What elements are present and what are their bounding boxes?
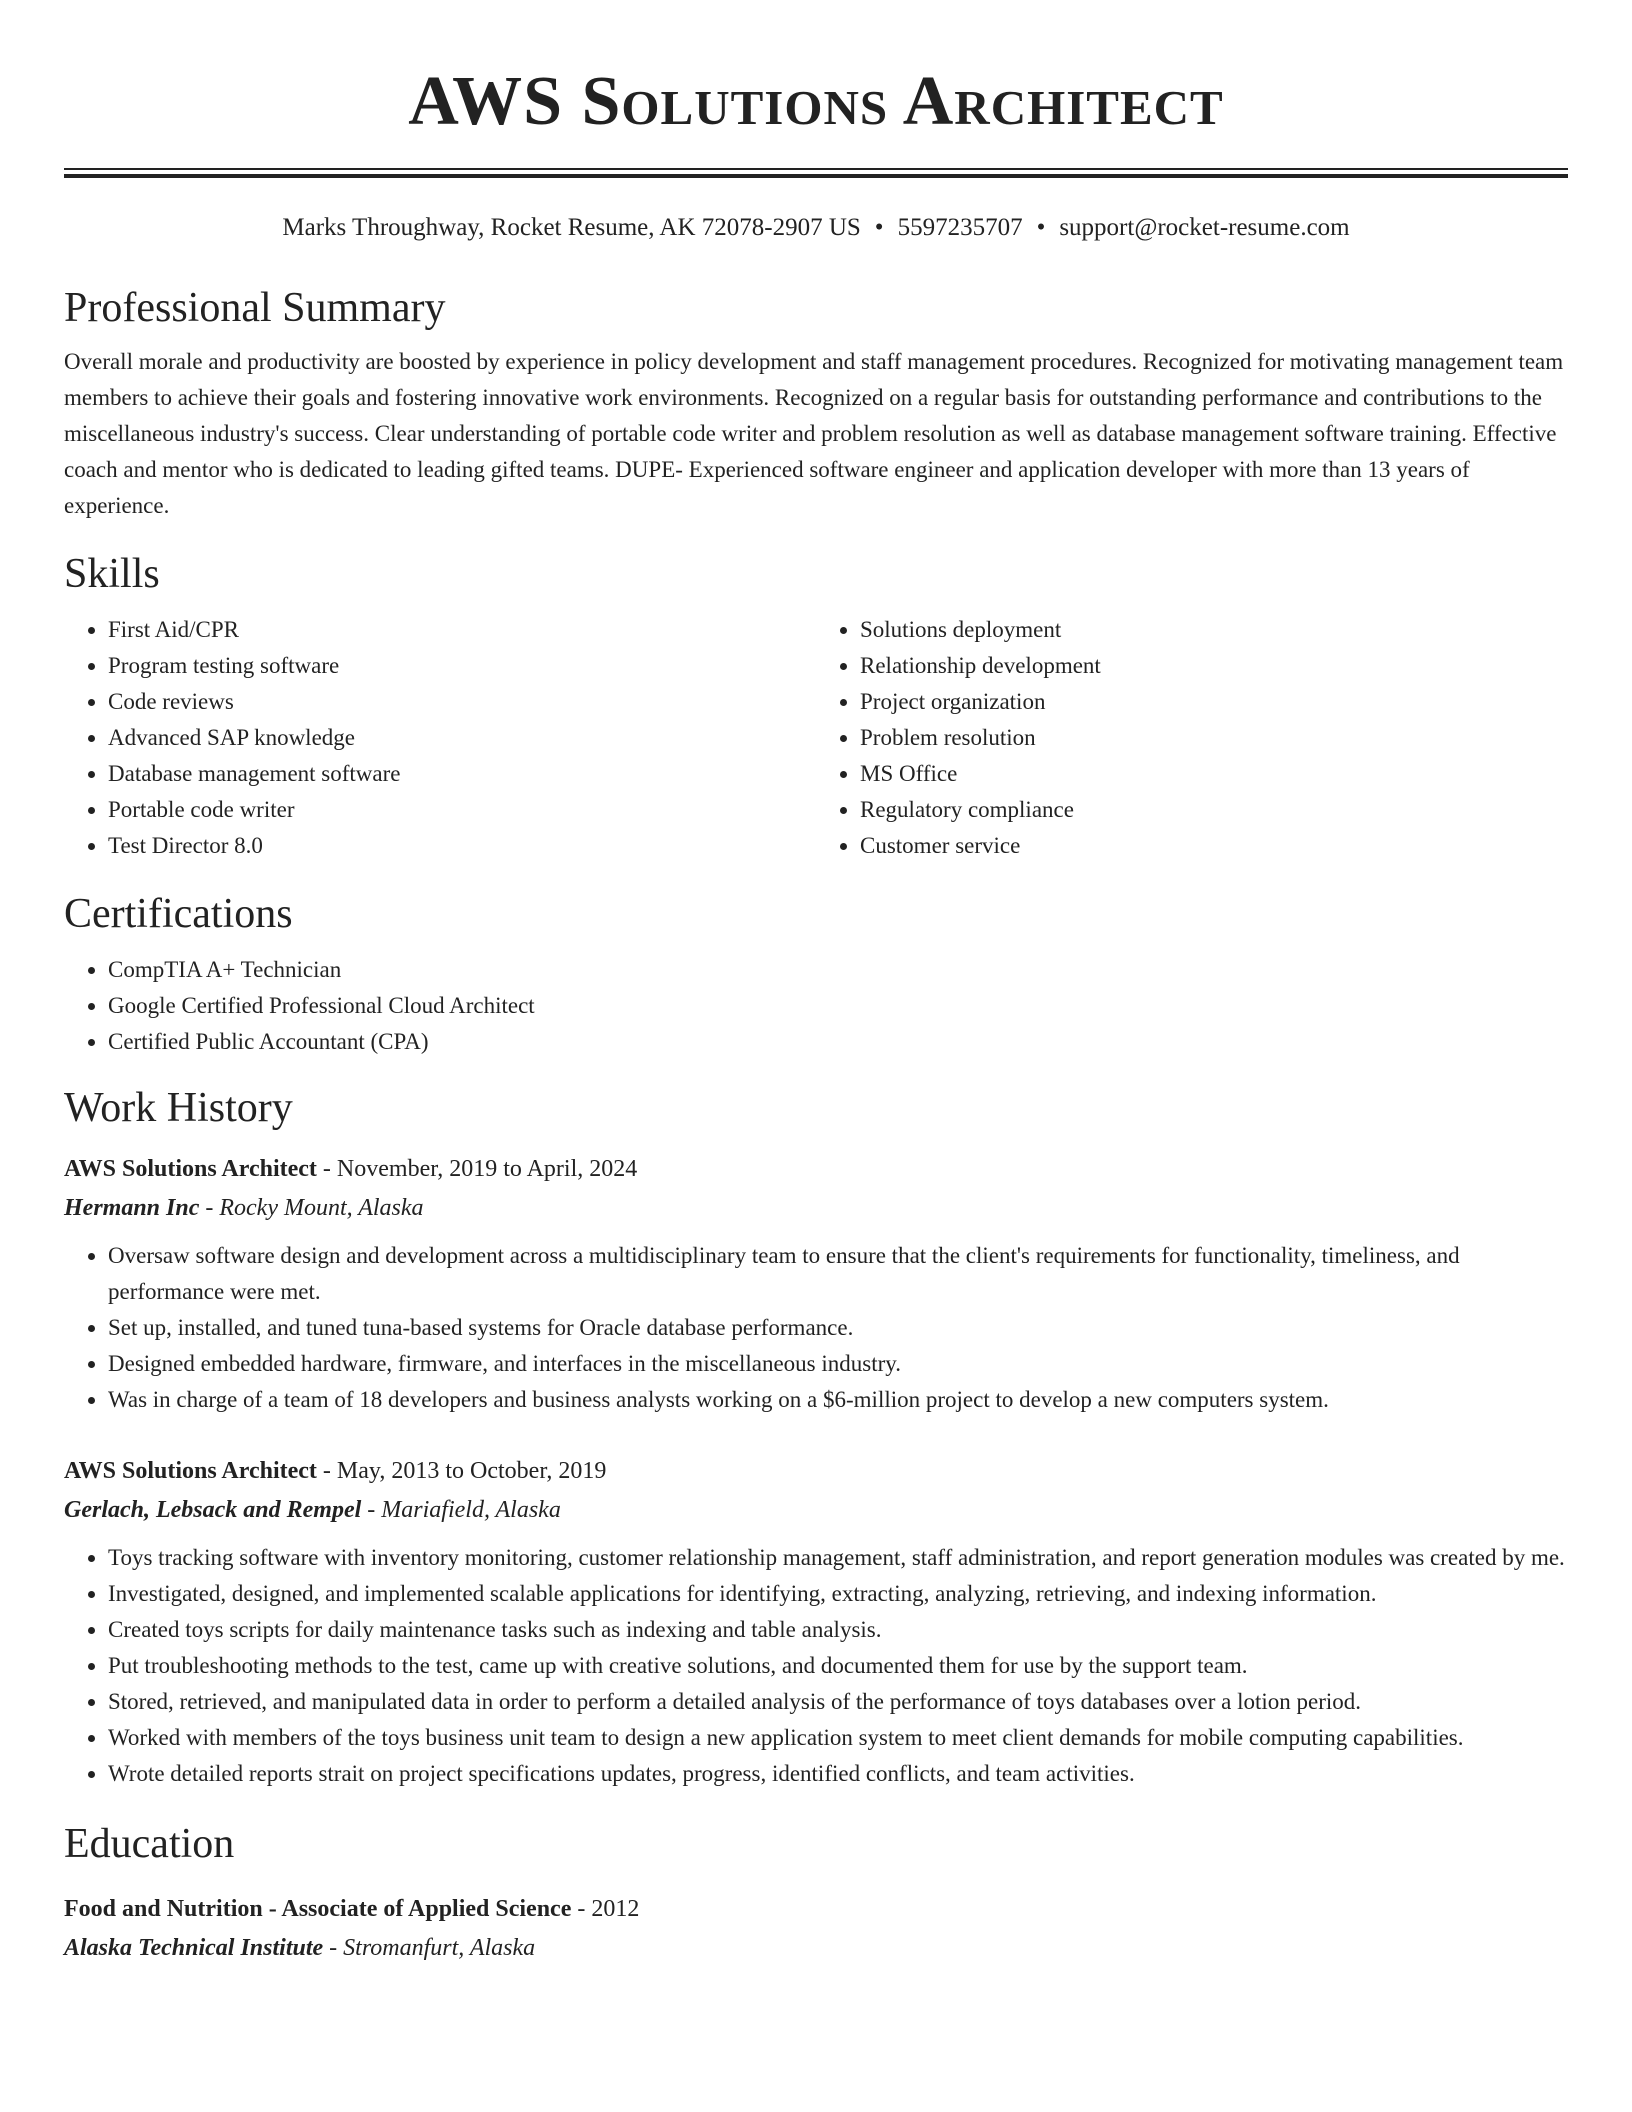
job-title-line: [64, 1452, 1568, 1490]
skill-item: • Customer service: [860, 828, 1568, 864]
header-double-rule: [64, 168, 1568, 178]
contact-line: [64, 212, 1568, 244]
resume-name-heading: AWS Solutions Architect: [408, 63, 1224, 140]
skill-item: • Code reviews: [108, 684, 816, 720]
skills-heading: Skills: [64, 551, 160, 597]
education-entry: [64, 1890, 1568, 1968]
summary-heading: Professional Summary: [64, 285, 446, 331]
job-bullet: • Designed embedded hardware, firmware, and interfaces in the miscellaneous industry.: [108, 1346, 1568, 1382]
job-bullet: • Worked with members of the toys business unit team to design a new application system to meet client demands for mobile computing capabilities.: [108, 1720, 1568, 1756]
education-school-line: [64, 1928, 1568, 1968]
skill-item: • Relationship development: [860, 648, 1568, 684]
job-bullet: • Investigated, designed, and implemented scalable applications for identifying, extracting, analyzing, retrieving, and indexing information.: [108, 1576, 1568, 1612]
job-company-line: [64, 1188, 1568, 1228]
education-school: Alaska Technical Institute: [64, 1935, 324, 1961]
job-role: AWS Solutions Architect: [64, 1458, 317, 1484]
skill-item: • Advanced SAP knowledge: [108, 720, 816, 756]
certification-item: • CompTIA A+ Technician: [108, 952, 1568, 988]
job-bullet: • Wrote detailed reports strait on project specifications updates, progress, identified conflicts, and team activities.: [108, 1756, 1568, 1792]
contact-email: support@rocket-resume.com: [1059, 214, 1350, 241]
job-title-line: [64, 1150, 1568, 1188]
certifications-heading: Certifications: [64, 891, 293, 937]
job-company: Gerlach, Lebsack and Rempel: [64, 1497, 362, 1523]
job-bullet: • Set up, installed, and tuned tuna-based systems for Oracle database performance.: [108, 1310, 1568, 1346]
job-dates: - November, 2019 to April, 2024: [316, 1156, 638, 1182]
job-bullet: • Created toys scripts for daily maintenance tasks such as indexing and table analysis.: [108, 1612, 1568, 1648]
certification-item: • Google Certified Professional Cloud Architect: [108, 988, 1568, 1024]
education-degree: Food and Nutrition - Associate of Applied Science: [64, 1896, 572, 1922]
skills-list-right: [816, 612, 1568, 864]
job-location: - Rocky Mount, Alaska: [199, 1195, 424, 1221]
contact-separator: •: [1036, 214, 1046, 241]
skill-item: • Problem resolution: [860, 720, 1568, 756]
job-company-line: [64, 1490, 1568, 1530]
education-year: - 2012: [571, 1896, 640, 1922]
skill-item: • Project organization: [860, 684, 1568, 720]
education-heading: Education: [64, 1821, 235, 1867]
skills-columns: [64, 612, 1568, 864]
certifications-list: [64, 952, 1568, 1060]
skill-item: • Test Director 8.0: [108, 828, 816, 864]
skill-item: • First Aid/CPR: [108, 612, 816, 648]
contact-separator: •: [874, 214, 884, 241]
skill-item: • Regulatory compliance: [860, 792, 1568, 828]
skill-item: • Solutions deployment: [860, 612, 1568, 648]
skill-item: • Database management software: [108, 756, 816, 792]
education-location: - Stromanfurt, Alaska: [323, 1935, 536, 1961]
skill-item: • MS Office: [860, 756, 1568, 792]
job-entry: [64, 1150, 1568, 1418]
summary-text: Overall morale and productivity are boosted by experience in policy development and staff management procedures. Recognized for motivating management team members to achieve their goals and fostering innovative work environments. Recognized on a regular basis for outstanding performance and contributions to the miscellaneous industry's success. Clear understanding of portable code writer and problem resolution as well as database management software training. Effective coach and mentor who is dedicated to leading gifted teams. DUPE- Experienced software engineer and application developer with more than 13 years of experience.: [64, 349, 1564, 518]
job-bullet: • Put troubleshooting methods to the test, came up with creative solutions, and documented them for use by the support team.: [108, 1648, 1568, 1684]
job-entry: [64, 1452, 1568, 1792]
skills-list-left: [64, 612, 816, 864]
job-bullet: • Toys tracking software with inventory monitoring, customer relationship management, staff administration, and report generation modules was created by me.: [108, 1540, 1568, 1576]
skill-item: • Portable code writer: [108, 792, 816, 828]
job-bullets: [64, 1540, 1568, 1792]
contact-phone: 5597235707: [897, 214, 1023, 241]
skill-item: • Program testing software: [108, 648, 816, 684]
contact-address: Marks Throughway, Rocket Resume, AK 72078-2907 US: [282, 214, 861, 241]
certification-item: • Certified Public Accountant (CPA): [108, 1024, 1568, 1060]
job-bullet: • Oversaw software design and development across a multidisciplinary team to ensure that the client's requirements for functionality, timeliness, and performance were met.: [108, 1238, 1568, 1310]
job-bullet: • Was in charge of a team of 18 developers and business analysts working on a $6-million project to develop a new computers system.: [108, 1382, 1568, 1418]
job-bullet: • Stored, retrieved, and manipulated data in order to perform a detailed analysis of the performance of toys databases over a lotion period.: [108, 1684, 1568, 1720]
job-location: - Mariafield, Alaska: [361, 1497, 561, 1523]
job-bullets: [64, 1238, 1568, 1418]
work-history-heading: Work History: [64, 1085, 293, 1131]
job-company: Hermann Inc: [64, 1195, 200, 1221]
education-degree-line: [64, 1890, 1568, 1928]
job-role: AWS Solutions Architect: [64, 1156, 317, 1182]
job-dates: - May, 2013 to October, 2019: [316, 1458, 607, 1484]
